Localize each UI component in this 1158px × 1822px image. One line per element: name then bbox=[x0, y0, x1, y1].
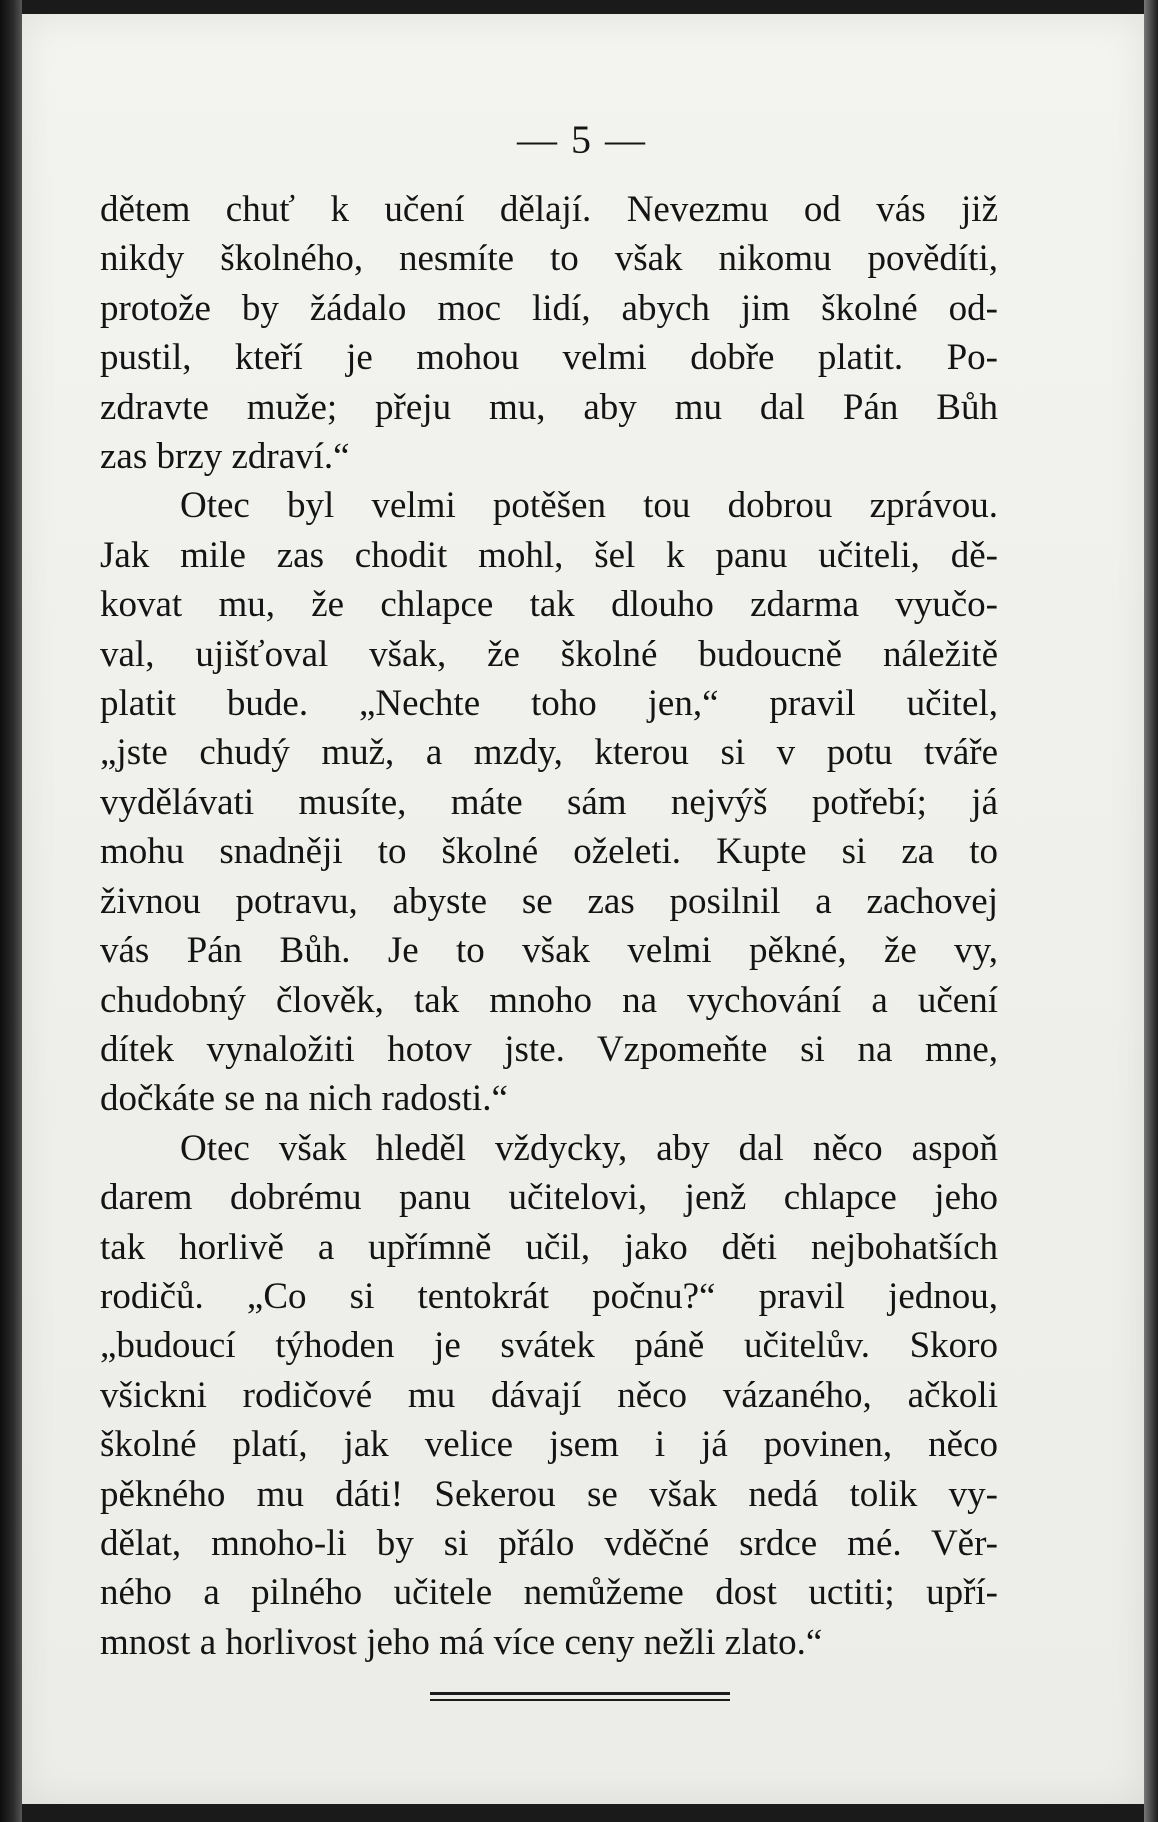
text-line: zas brzy zdraví.“ bbox=[100, 436, 350, 478]
text-line: mohu snadněji to školné oželeti. Kupte si za to bbox=[100, 831, 998, 873]
text-line: nikdy školného, nesmíte to však nikomu povědíti, bbox=[100, 238, 998, 280]
text-line: dítek vynaložiti hotov jste. Vzpomeňte si na mne, bbox=[100, 1028, 998, 1070]
text-line: školné platí, jak velice jsem i já povinen, něco bbox=[100, 1424, 998, 1466]
text-line: zdravte muže; přeju mu, aby mu dal Pán Bůh bbox=[100, 386, 998, 428]
page-number: — 5 — bbox=[517, 117, 647, 162]
text-line: darem dobrému panu učitelovi, jenž chlapce jeho bbox=[100, 1177, 998, 1219]
text-line: „budoucí týhoden je svátek páně učitelův. Skoro bbox=[100, 1325, 998, 1367]
end-rule-thin bbox=[430, 1699, 730, 1701]
text-line: dětem chuť k učení dělají. Nevezmu od vás již bbox=[100, 189, 998, 230]
text-line: „jste chudý muž, a mzdy, kterou si v potu tváře bbox=[100, 732, 998, 774]
body-text bbox=[100, 185, 998, 1667]
text-line: val, ujišťoval však, že školné budoucně náležitě bbox=[100, 633, 998, 675]
text-line: Otec byl velmi potěšen tou dobrou zprávou. bbox=[180, 485, 998, 527]
paragraph bbox=[100, 481, 998, 1123]
end-rule-thick bbox=[430, 1692, 730, 1695]
text-line: Otec však hleděl vždycky, aby dal něco aspoň bbox=[180, 1127, 998, 1169]
text-line: dočkáte se na nich radosti.“ bbox=[100, 1078, 508, 1120]
text-line: Jak mile zas chodit mohl, šel k panu učiteli, dě- bbox=[100, 534, 998, 576]
text-line: všickni rodičové mu dávají něco vázaného, ačkoli bbox=[100, 1374, 998, 1416]
text-line: pěkného mu dáti! Sekerou se však nedá tolik vy- bbox=[100, 1473, 998, 1515]
text-line: protože by žádalo moc lidí, abych jim školné od- bbox=[100, 287, 998, 329]
text-line: dělat, mnoho-li by si přálo vděčné srdce mé. Věr- bbox=[100, 1522, 998, 1564]
text-line: platit bude. „Nechte toho jen,“ pravil učitel, bbox=[100, 683, 998, 725]
text-line: ného a pilného učitele nemůžeme dost uctiti; upří- bbox=[100, 1572, 998, 1614]
text-line: kovat mu, že chlapce tak dlouho zdarma vyučo- bbox=[100, 584, 998, 626]
text-line: chudobný člověk, tak mnoho na vychování a učení bbox=[100, 979, 998, 1021]
text-line: vydělávati musíte, máte sám nejvýš potřebí; já bbox=[100, 781, 998, 823]
text-line: živnou potravu, abyste se zas posilnil a zachovej bbox=[100, 880, 998, 922]
text-line: tak horlivě a upřímně učil, jako děti nejbohatších bbox=[100, 1226, 998, 1268]
book-binding-edge bbox=[0, 0, 22, 1822]
text-line: pustil, kteří je mohou velmi dobře platit. Po- bbox=[100, 337, 998, 379]
text-line: rodičů. „Co si tentokrát počnu?“ pravil jednou, bbox=[100, 1275, 998, 1317]
text-line: mnost a horlivost jeho má více ceny nežli zlato.“ bbox=[100, 1621, 823, 1663]
page-right-edge bbox=[1144, 0, 1158, 1822]
paragraph bbox=[100, 1124, 998, 1667]
text-line: vás Pán Bůh. Je to však velmi pěkné, že vy, bbox=[100, 930, 998, 972]
paragraph bbox=[100, 185, 998, 481]
